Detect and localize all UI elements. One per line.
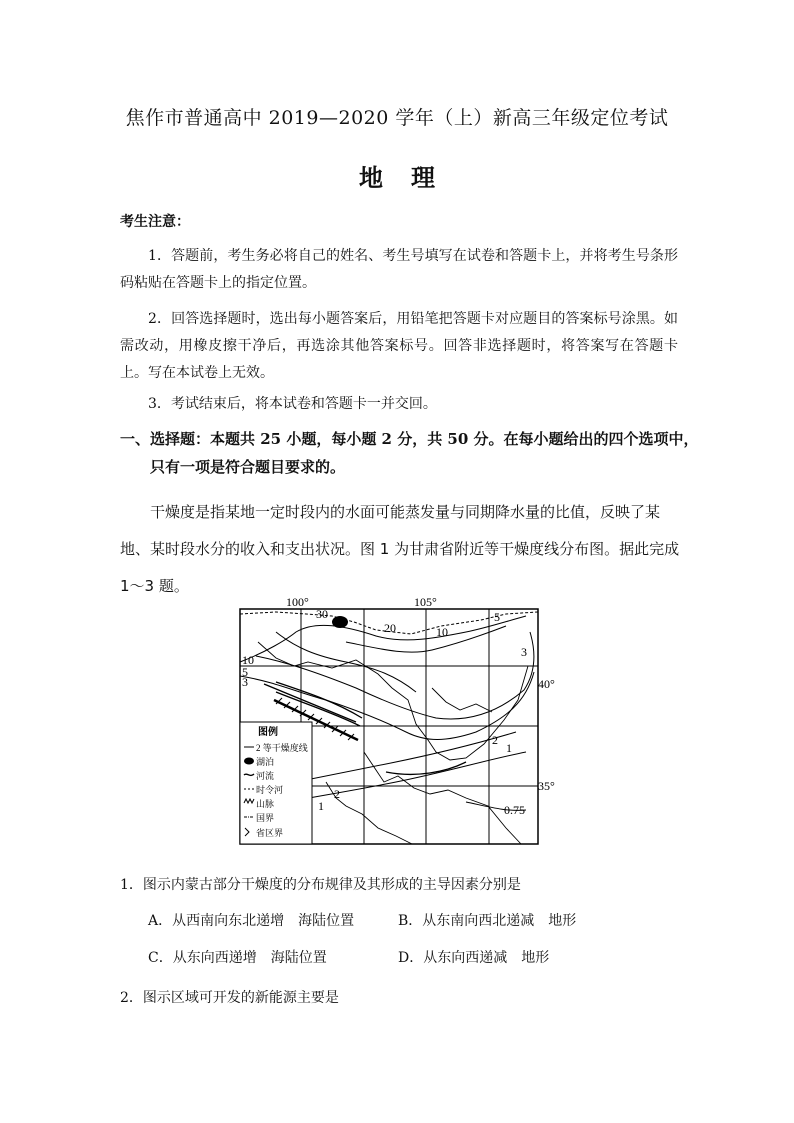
legend-title: 图例 [258,727,278,738]
section-heading: 一、选择题：本题共 25 小题，每小题 2 分，共 50 分。在每小题给出的四个选项中，只有一项是符合题目要求的。 [120,430,699,476]
lake [332,616,348,628]
isoline-label: 20 [384,621,396,635]
legend-lake-symbol [244,758,254,765]
question-1-option-b: B．从东南向西北递减 地形 [398,913,577,929]
isoline-label: 3 [242,675,248,689]
isoline-label: 1 [506,741,512,755]
legend-item: 2 等干燥度线 [256,743,308,753]
isoline-label: 5 [494,610,500,624]
passage-text: 干燥度是指某地一定时段内的水面可能蒸发量与同期降水量的比值，反映了某地、某时段水分的收入和支出状况。图 1 为甘肃省附近等干燥度线分布图。据此完成 1～3 题。 [120,503,680,595]
exam-title: 焦作市普通高中 2019—2020 学年（上）新高三年级定位考试 [125,107,669,129]
question-2-stem: 2．图示区域可开发的新能源主要是 [120,990,339,1006]
isoline-label: 5 [242,665,248,679]
notice-heading: 考生注意： [120,214,190,230]
isoline-label: 1 [318,799,324,813]
legend-item: 省区界 [256,828,284,838]
isoline-map [236,592,556,850]
lon-label-100: 100° [286,595,309,609]
map-legend [240,722,312,844]
lat-label-35: 35° [538,779,555,793]
notice-item-2: 2．回答选择题时，选出每小题答案后，用铅笔把答题卡对应题目的答案标号涂黑。如需改动，用橡皮擦干净后，再选涂其他答案标号。回答非选择题时，将答案写在答题卡上。写在本试卷上无效。 [120,311,678,381]
question-1-option-a: A．从西南向东北递增 海陆位置 [148,913,355,929]
isoline-label: 3 [521,645,527,659]
isoline-label: 2 [334,787,340,801]
isoline-label: 30 [316,607,328,621]
question-1-option-d: D．从东向西递减 地形 [398,950,550,966]
notice-item-1: 1．答题前，考生务必将自己的姓名、考生号填写在试卷和答题卡上，并将考生号条形码粘贴在答题卡上的指定位置。 [120,248,678,291]
question-1-stem: 1．图示内蒙古部分干燥度的分布规律及其形成的主导因素分别是 [120,877,521,893]
legend-item: 国界 [256,813,275,823]
legend-item: 时令河 [256,785,284,795]
legend-item: 湖泊 [256,757,275,767]
legend-item: 河流 [256,771,275,781]
isoline-label: 2 [492,733,498,747]
lon-label-105: 105° [414,595,437,609]
isoline-label: 10 [436,625,448,639]
legend-item: 山脉 [256,799,275,809]
notice-item-3: 3．考试结束后，将本试卷和答题卡一并交回。 [148,396,437,412]
isoline-label: 10 [242,653,254,667]
question-1-option-c: C．从东向西递增 海陆位置 [148,950,327,966]
subject-title: 地理 [359,163,463,192]
isoline-label: 0.75 [504,803,525,817]
lat-label-40: 40° [538,677,555,691]
